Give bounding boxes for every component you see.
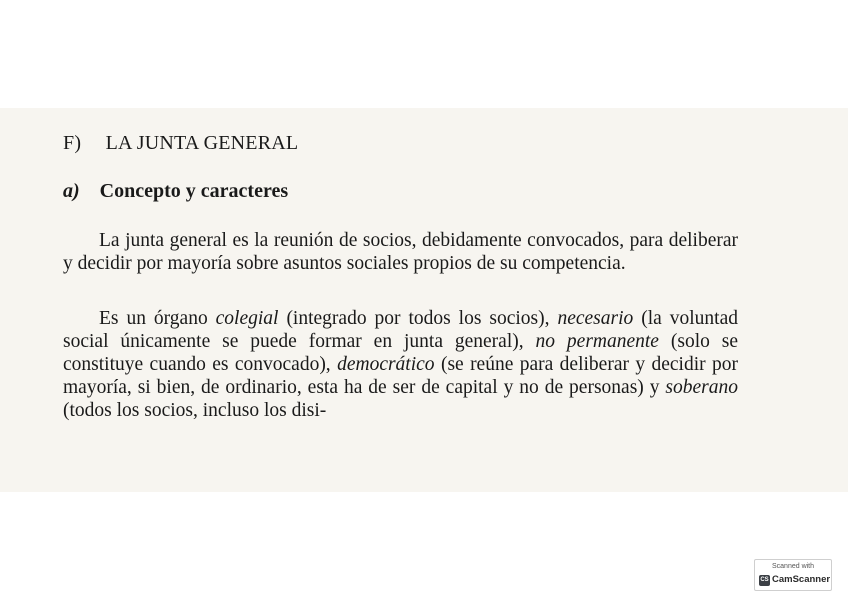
section-letter: F) [63,132,82,154]
term-colegial: colegial [215,308,279,329]
term-soberano: soberano [665,377,738,398]
section-heading [63,132,298,155]
camscanner-watermark [754,559,832,591]
watermark-caption: Scanned with [771,563,815,570]
text-run: (todos los socios, incluso los disi- [63,400,327,421]
paragraph-definition-text: La junta general es la reunión de socios, debidamente convocados, para deliberar y decidir por mayoría sobre asuntos sociales propios de su competencia. [63,230,738,274]
text-run: (se reúne para deliberar y decidir por mayoría, si bien, de ordinario, esta ha de ser de capital y no de personas) y [63,354,739,398]
camscanner-logo-icon: CS [759,575,770,586]
paragraph-definition [63,229,738,275]
term-necesario: necesario [557,308,634,329]
text-run: (la voluntad social únicamente se puede formar en junta general), [63,308,738,352]
scanned-page [0,108,848,492]
paragraph-characteristics [63,307,738,422]
term-democratico: democrático [337,354,435,375]
subsection-letter: a) [63,180,80,202]
subsection-heading [63,180,288,203]
term-no-permanente: no permanente [535,331,659,352]
watermark-brand: CamScanner [772,574,831,585]
text-run: (integrado por todos los socios), [278,308,558,329]
section-title: LA JUNTA GENERAL [105,132,299,154]
text-run: (solo se constituye cuando es convocado), [63,331,738,375]
subsection-title: Concepto y caracteres [99,180,289,202]
text-run: Es un órgano [99,308,216,329]
